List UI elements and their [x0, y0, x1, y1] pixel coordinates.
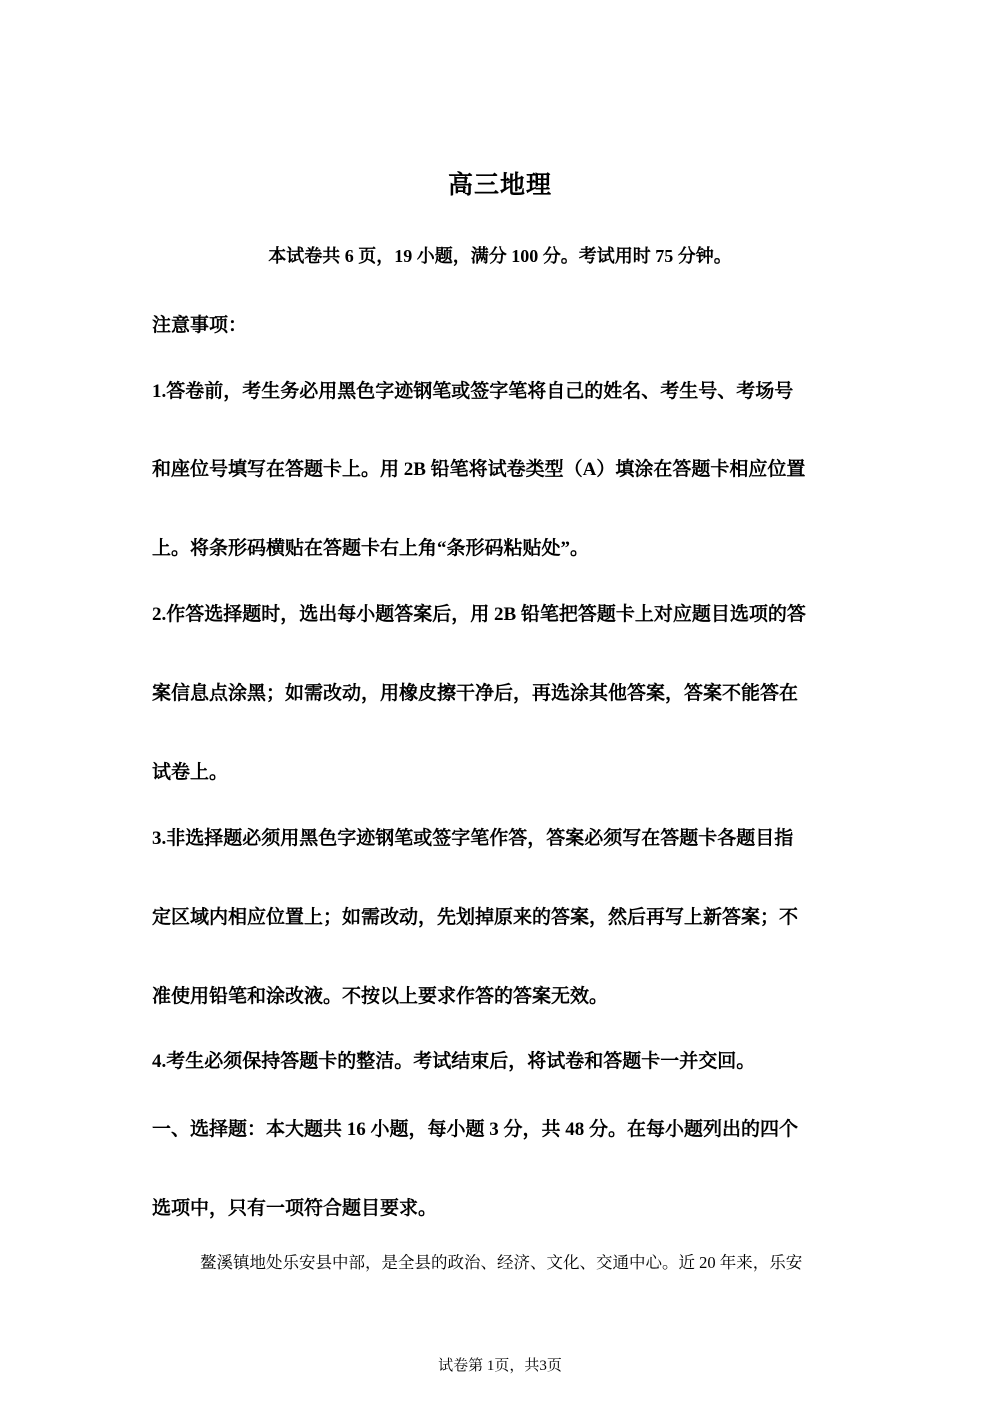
notice-line: 2.作答选择题时，选出每小题答案后，用 2B 铅笔把答题卡上对应题目选项的答	[152, 604, 806, 625]
notice-line: 3.非选择题必须用黑色字迹钢笔或签字笔作答，答案必须写在答题卡各题目指	[152, 828, 794, 849]
section-heading-line: 一、选择题：本大题共 16 小题，每小题 3 分，共 48 分。在每小题列出的四个	[152, 1119, 799, 1140]
question-passage: 鳌溪镇地处乐安县中部，是全县的政治、经济、文化、交通中心。近 20 年来，乐安	[200, 1253, 803, 1272]
notice-line: 上。将条形码横贴在答题卡右上角“条形码粘贴处”。	[152, 538, 590, 559]
notice-heading: 注意事项：	[152, 315, 248, 336]
notice-line: 4.考生必须保持答题卡的整洁。考试结束后，将试卷和答题卡一并交回。	[152, 1051, 756, 1072]
page-footer: 试卷第 1页，共3页	[438, 1358, 562, 1374]
notice-line: 定区域内相应位置上；如需改动，先划掉原来的答案，然后再写上新答案；不	[152, 907, 799, 928]
notice-line: 1.答卷前，考生务必用黑色字迹钢笔或签字笔将自己的姓名、考生号、考场号	[152, 381, 794, 402]
exam-info: 本试卷共 6 页，19 小题，满分 100 分。考试用时 75 分钟。	[268, 246, 732, 266]
notice-line: 试卷上。	[152, 762, 229, 783]
section-heading-line: 选项中，只有一项符合题目要求。	[152, 1198, 438, 1219]
notice-line: 和座位号填写在答题卡上。用 2B 铅笔将试卷类型（A）填涂在答题卡相应位置	[152, 459, 806, 480]
page-title: 高三地理	[447, 172, 552, 199]
notice-line: 案信息点涂黑；如需改动，用橡皮擦干净后，再选涂其他答案，答案不能答在	[152, 683, 799, 704]
notice-line: 准使用铅笔和涂改液。不按以上要求作答的答案无效。	[152, 986, 609, 1007]
